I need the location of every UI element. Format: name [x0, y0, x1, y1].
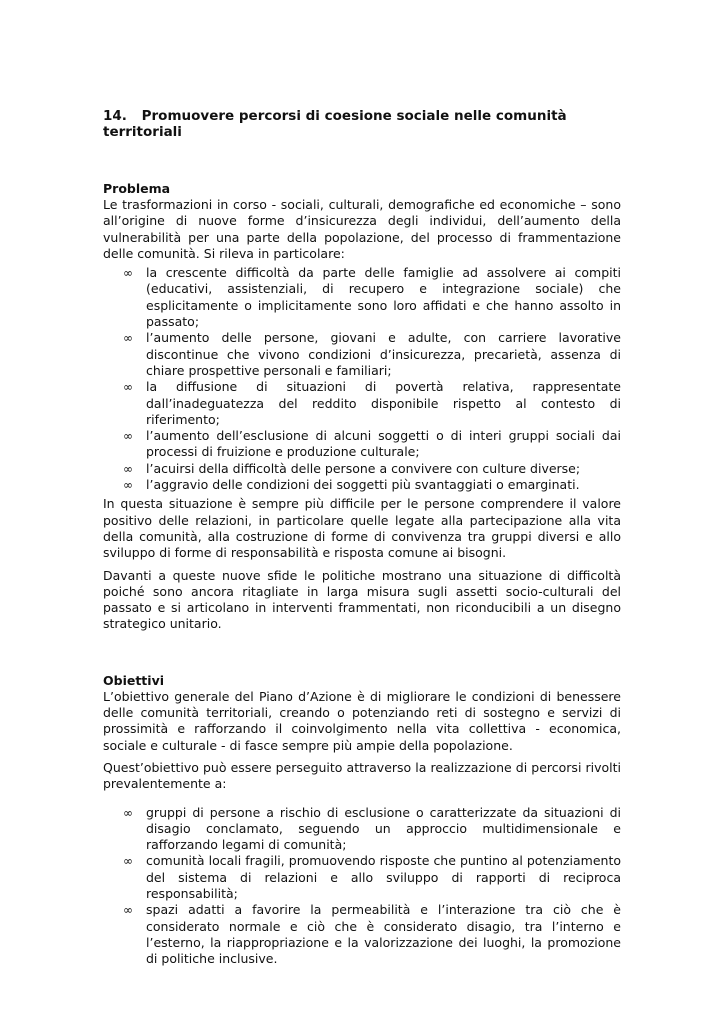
list-item [103, 330, 621, 379]
infinity-bullet-icon: ∞ [123, 478, 133, 493]
list-item [103, 428, 621, 461]
obiettivi-list [103, 805, 621, 968]
infinity-bullet-icon: ∞ [123, 429, 133, 444]
list-item-text: l’aumento delle persone, giovani e adulte, con carriere lavorative discontinue che vivono condizioni d’insicurezza, precarietà, assenza di chiare prospettive personali e familiari; [146, 330, 621, 378]
infinity-bullet-icon: ∞ [123, 331, 133, 346]
list-item-text: l’aggravio delle condizioni dei soggetti più svantaggiati o emarginati. [146, 477, 580, 493]
list-item [103, 265, 621, 330]
obiettivi-section [103, 673, 621, 968]
infinity-bullet-icon: ∞ [123, 805, 133, 820]
obiettivi-paragraph-2: Quest’obiettivo può essere perseguito attraverso la realizzazione di percorsi rivolti prevalentemente a: [103, 759, 621, 792]
infinity-bullet-icon: ∞ [123, 854, 133, 869]
list-item-text: l’acuirsi della difficoltà delle persone a convivere con culture diverse; [146, 460, 581, 476]
problema-section [103, 181, 621, 633]
list-item-text: gruppi di persone a rischio di esclusione o caratterizzate da situazioni di disagio conclamato, seguendo un approccio multidimensionale e rafforzando legami di comunità; [146, 804, 621, 853]
infinity-bullet-icon: ∞ [123, 266, 133, 281]
section-title-text: Promuovere percorsi di coesione sociale nelle comunità territoriali [103, 108, 567, 140]
list-item-text: spazi adatti a favorire la permeabilità e l’interazione tra ciò che è considerato normale e ciò che è considerato disagio, tra l’interno e l’esterno, la riappropriazione e la valorizzazione dei luoghi, la promozione di politiche inclusive. [146, 902, 621, 967]
list-item [103, 902, 621, 967]
section-number: 14. [103, 108, 127, 124]
obiettivi-heading: Obiettivi [103, 672, 165, 688]
problema-intro: Le trasformazioni in corso - sociali, culturali, demografiche ed economiche – sono all’origine di nuove forme d’insicurezza degli individui, dell’aumento della vulnerabilità per una parte della popolazione, del processo di frammentazione delle comunità. Si rileva in particolare: [103, 197, 621, 261]
list-item-text: comunità locali fragili, promuovendo risposte che puntino al potenziamento del sistema di relazioni e allo sviluppo di rapporti di reciproca responsabilità; [146, 853, 621, 901]
problema-paragraph-3: Davanti a queste nuove sfide le politiche mostrano una situazione di difficoltà poiché sono ancora ritagliate in larga misura sugli assetti socio-culturali del passato e si articolano in interventi frammentati, non riconducibili a un disegno strategico unitario. [103, 567, 621, 632]
infinity-bullet-icon: ∞ [123, 380, 133, 395]
problema-list [103, 265, 621, 493]
list-item-text: l’aumento dell’esclusione di alcuni soggetti o di interi gruppi sociali dai processi di fruizione e produzione culturale; [146, 428, 621, 460]
list-item [103, 805, 621, 854]
list-item [103, 461, 621, 477]
list-item [103, 379, 621, 428]
infinity-bullet-icon: ∞ [123, 461, 133, 476]
problema-paragraph-2: In questa situazione è sempre più difficile per le persone comprendere il valore positivo delle relazioni, in particolare quelle legate alla partecipazione alla vita della comunità, alla costruzione di forme di convivenza tra gruppi diversi e allo sviluppo di forme di responsabilità e risposta comune ai bisogni. [103, 496, 621, 561]
obiettivi-paragraph-1: L’obiettivo generale del Piano d’Azione è di migliorare le condizioni di benessere delle comunità territoriali, creando o potenziando reti di sostegno e servizi di prossimità e rafforzando il coinvolgimento nella vita collettiva - economica, sociale e culturale - di fasce sempre più ampie della popolazione. [103, 688, 621, 753]
list-item [103, 853, 621, 902]
section-title [103, 108, 621, 140]
list-item [103, 477, 621, 493]
list-item-text: la crescente difficoltà da parte delle famiglie ad assolvere ai compiti (educativi, assistenziali, di recupero e integrazione sociale) che esplicitamente o implicitamente sono loro affidati e che hanno assolto in passato; [146, 265, 621, 330]
infinity-bullet-icon: ∞ [123, 903, 133, 918]
list-item-text: la diffusione di situazioni di povertà relativa, rappresentate dall’inadeguatezza del reddito disponibile rispetto al contesto di riferimento; [146, 379, 621, 427]
page-content [103, 108, 621, 970]
problema-heading: Problema [103, 181, 171, 196]
